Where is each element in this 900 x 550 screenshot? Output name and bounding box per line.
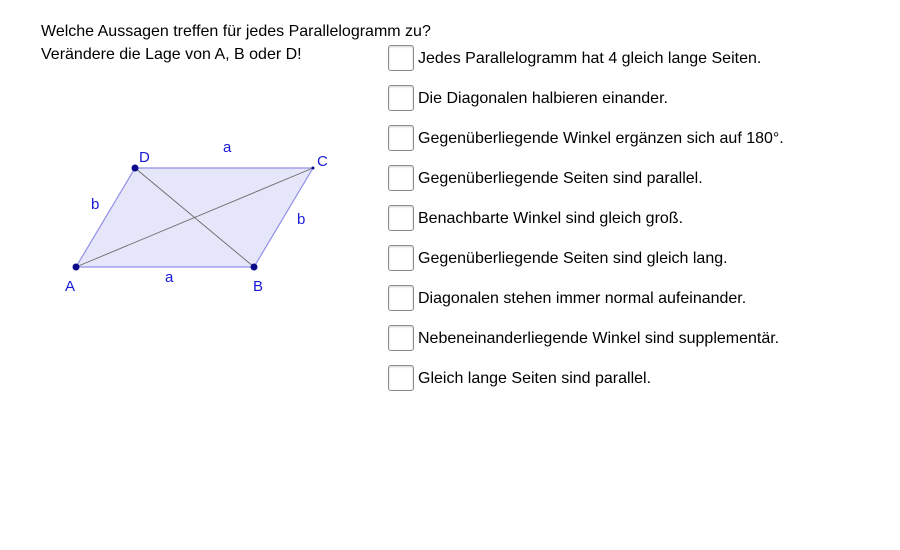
statement-item[interactable] [388, 125, 868, 153]
statement-label: Benachbarte Winkel sind gleich groß. [418, 210, 684, 227]
statement-label: Gegenüberliegende Seiten sind gleich lang. [418, 250, 728, 267]
point-label-b: B [253, 278, 264, 295]
statement-item[interactable] [388, 45, 868, 73]
checkbox[interactable] [388, 45, 414, 71]
statement-label: Gegenüberliegende Seiten sind parallel. [418, 170, 703, 187]
statement-item[interactable] [388, 85, 868, 113]
checkbox[interactable] [388, 365, 414, 391]
side-label-ab: a [165, 269, 174, 286]
checkbox[interactable] [388, 85, 414, 111]
point-label-d: D [139, 149, 150, 166]
statement-label: Gegenüberliegende Winkel ergänzen sich auf 180°. [418, 130, 784, 147]
task-instruction: Verändere die Lage von A, B oder D! [41, 46, 302, 63]
statement-item[interactable] [388, 245, 868, 273]
statement-item[interactable] [388, 205, 868, 233]
checkbox[interactable] [388, 165, 414, 191]
statement-item[interactable] [388, 325, 868, 353]
point-label-a: A [65, 278, 76, 295]
side-label-bc: b [297, 211, 306, 228]
parallelogram-canvas [0, 0, 380, 320]
statement-label: Diagonalen stehen immer normal aufeinander. [418, 290, 747, 307]
statement-label: Jedes Parallelogramm hat 4 gleich lange Seiten. [418, 50, 762, 67]
checkbox[interactable] [388, 285, 414, 311]
task-question: Welche Aussagen treffen für jedes Parallelogramm zu? [41, 23, 431, 40]
point-a[interactable] [73, 264, 80, 271]
checkbox[interactable] [388, 125, 414, 151]
parallelogram-figure [0, 0, 380, 320]
checkbox[interactable] [388, 325, 414, 351]
checkbox[interactable] [388, 205, 414, 231]
side-label-ad: b [91, 196, 100, 213]
statement-label: Gleich lange Seiten sind parallel. [418, 370, 652, 387]
statement-item[interactable] [388, 285, 868, 313]
point-d[interactable] [132, 165, 139, 172]
statement-item[interactable] [388, 165, 868, 193]
statement-label: Nebeneinanderliegende Winkel sind supplementär. [418, 330, 780, 347]
statement-label: Die Diagonalen halbieren einander. [418, 90, 668, 107]
side-label-dc: a [223, 139, 232, 156]
point-label-c: C [317, 153, 328, 170]
point-c [312, 167, 315, 170]
statement-item[interactable] [388, 365, 868, 393]
checkbox[interactable] [388, 245, 414, 271]
point-b[interactable] [251, 264, 258, 271]
